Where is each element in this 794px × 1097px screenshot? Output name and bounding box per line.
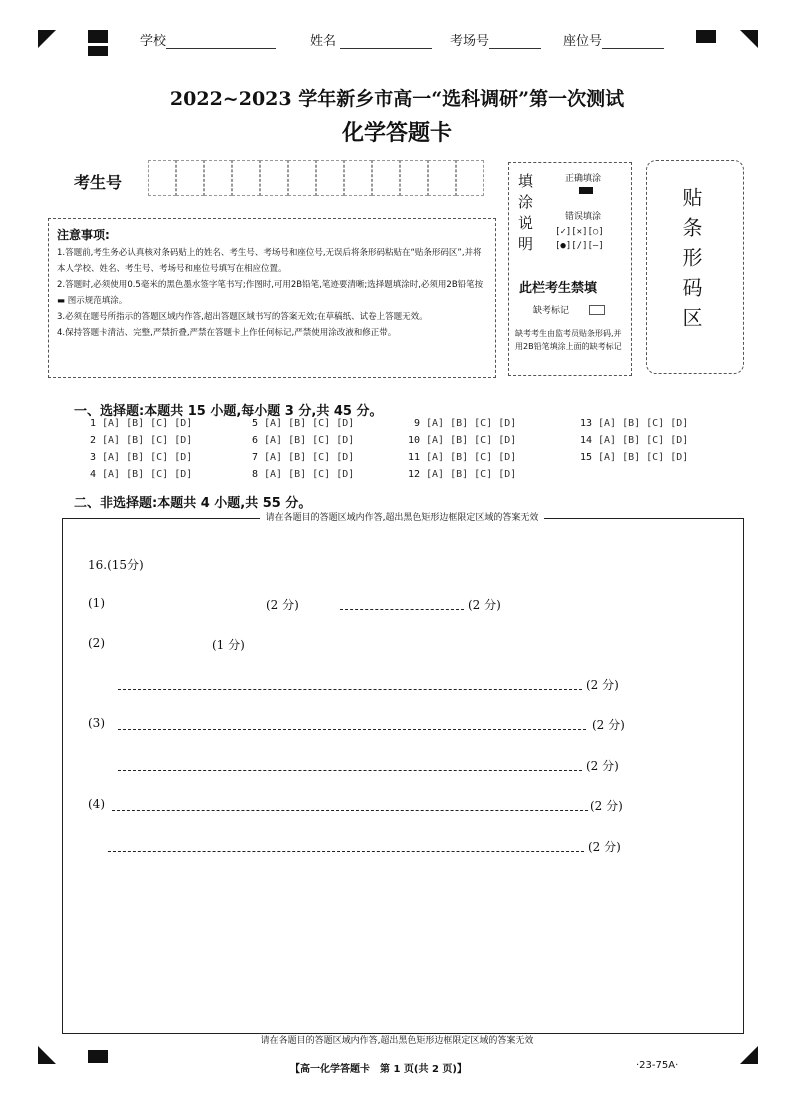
name-label: 姓名 [310,34,337,49]
mcq-option-3-C[interactable]: [C] [150,452,169,463]
mcq-option-10-A[interactable]: [A] [426,435,445,446]
mcq-option-8-A[interactable]: [A] [264,469,283,480]
wrong-fill-samples: [✓][✕][○] [●][/][—] [555,227,604,251]
mcq-option-1-B[interactable]: [B] [126,418,145,429]
form-code: ·23-75A· [636,1060,679,1071]
mcq-option-14-D[interactable]: [D] [670,435,689,446]
mcq-question-13 [576,418,694,429]
name-field[interactable] [310,30,432,49]
frame-note: 请在各题目的答题区域内作答,超出黑色矩形边框限定区域的答案无效 [62,510,742,523]
mcq-option-7-D[interactable]: [D] [336,452,355,463]
mcq-question-number: 10 [407,435,420,446]
corner-mark-bottom-right [740,1046,758,1064]
mcq-option-9-C[interactable]: [C] [474,418,493,429]
mcq-question-12 [404,469,522,480]
mcq-question-15 [576,452,694,463]
mcq-option-5-A[interactable]: [A] [264,418,283,429]
mcq-question-number: 5 [251,418,258,429]
q16-part4-label: (4) [88,797,105,811]
mcq-option-4-C[interactable]: [C] [150,469,169,480]
mcq-option-14-C[interactable]: [C] [646,435,665,446]
fill-instructions-box [508,162,632,376]
q16-title: 16.(15分) [88,558,144,572]
mcq-option-1-A[interactable]: [A] [102,418,121,429]
room-field[interactable] [450,30,541,49]
notice-title: 注意事项: [57,228,110,242]
mcq-option-4-A[interactable]: [A] [102,469,121,480]
mcq-question-7 [242,452,360,463]
mcq-option-1-D[interactable]: [D] [174,418,193,429]
mcq-option-6-B[interactable]: [B] [288,435,307,446]
mcq-question-number: 13 [579,418,592,429]
footer-note: 请在各题目的答题区域内作答,超出黑色矩形边框限定区域的答案无效 [260,1036,534,1046]
mcq-option-12-B[interactable]: [B] [450,469,469,480]
notice-item: 2.答题时,必须使用0.5毫米的黑色墨水签字笔书写;作图时,可用2B铅笔,笔迹要清晰;选择题填涂时,必须用2B铅笔按 ▬ 图示规范填涂。 [57,280,484,306]
q16-part3-blank-a[interactable] [118,716,586,730]
mcq-question-3 [80,452,198,463]
mcq-option-10-C[interactable]: [C] [474,435,493,446]
mcq-option-11-D[interactable]: [D] [498,452,517,463]
q16-part2-score-a: (1 分) [212,638,245,652]
alignment-block [88,1050,108,1063]
mcq-option-2-B[interactable]: [B] [126,435,145,446]
alignment-block [88,46,108,56]
q16-part1-label: (1) [88,596,105,610]
mcq-question-number: 14 [579,435,592,446]
mcq-option-13-A[interactable]: [A] [598,418,617,429]
mcq-question-2 [80,435,198,446]
mcq-option-12-C[interactable]: [C] [474,469,493,480]
mcq-option-3-A[interactable]: [A] [102,452,121,463]
absent-mark-box[interactable] [589,305,605,315]
seat-label: 座位号 [563,34,603,49]
barcode-label: 贴条形码区 [679,187,703,337]
mcq-option-13-C[interactable]: [C] [646,418,665,429]
corner-mark-bottom-left [38,1046,56,1064]
mcq-question-14 [576,435,694,446]
mcq-question-number: 8 [251,469,258,480]
mcq-question-number: 12 [407,469,420,480]
q16-part4-score-a: (2 分) [590,799,623,813]
school-field[interactable] [140,30,276,49]
q16-part3-blank-b[interactable] [118,757,582,771]
mcq-section-title: 一、选择题:本题共 15 小题,每小题 3 分,共 45 分。 [74,404,383,419]
mcq-option-13-D[interactable]: [D] [670,418,689,429]
absent-note: 缺考考生由监考员贴条形码,并用2B铅笔填涂上面的缺考标记 [515,329,622,351]
mcq-option-12-D[interactable]: [D] [498,469,517,480]
alignment-block [696,30,716,43]
mcq-question-10 [404,435,522,446]
mcq-question-number: 4 [89,469,96,480]
q16-part1-blank-b[interactable] [340,596,464,610]
q16-part3-score-b: (2 分) [586,759,619,773]
mcq-option-1-C[interactable]: [C] [150,418,169,429]
mcq-option-4-D[interactable]: [D] [174,469,193,480]
mcq-option-14-A[interactable]: [A] [598,435,617,446]
answer-sheet-title: 化学答题卡 [341,121,452,146]
mcq-question-number: 9 [413,418,420,429]
mcq-question-number: 6 [251,435,258,446]
q16-part3-label: (3) [88,716,105,730]
mcq-option-2-A[interactable]: [A] [102,435,121,446]
mcq-question-number: 11 [407,452,420,463]
mcq-option-3-D[interactable]: [D] [174,452,193,463]
q16-part1-blank-a[interactable] [110,596,260,610]
mcq-option-5-C[interactable]: [C] [312,418,331,429]
mcq-option-2-D[interactable]: [D] [174,435,193,446]
alignment-block [88,30,108,43]
mcq-option-7-A[interactable]: [A] [264,452,283,463]
seat-field[interactable] [563,30,664,49]
q16-part4-score-b: (2 分) [588,840,621,854]
school-label: 学校 [140,34,167,49]
mcq-option-3-B[interactable]: [B] [126,452,145,463]
exam-title: 2022~2023 学年新乡市高一“选科调研”第一次测试 [169,88,625,110]
mcq-option-9-D[interactable]: [D] [498,418,517,429]
room-label: 考场号 [450,34,490,49]
fill-instructions-title: 填涂说明 [516,173,534,257]
mcq-option-7-C[interactable]: [C] [312,452,331,463]
mcq-option-4-B[interactable]: [B] [126,469,145,480]
mcq-question-4 [80,469,198,480]
mcq-option-11-A[interactable]: [A] [426,452,445,463]
mcq-question-number: 1 [89,418,96,429]
mcq-option-6-D[interactable]: [D] [336,435,355,446]
absent-section-title: 此栏考生禁填 [519,281,598,296]
mcq-question-1 [80,418,198,429]
mcq-option-10-B[interactable]: [B] [450,435,469,446]
q16-part1-score-b: (2 分) [468,598,501,612]
q16-part4-blank-a[interactable] [112,797,588,811]
mcq-option-2-C[interactable]: [C] [150,435,169,446]
mcq-question-9 [404,418,522,429]
mcq-option-8-C[interactable]: [C] [312,469,331,480]
mcq-option-15-B[interactable]: [B] [622,452,641,463]
mcq-option-6-A[interactable]: [A] [264,435,283,446]
mcq-question-5 [242,418,360,429]
mcq-option-15-D[interactable]: [D] [670,452,689,463]
mcq-option-5-B[interactable]: [B] [288,418,307,429]
mcq-question-6 [242,435,360,446]
mcq-question-8 [242,469,360,480]
corner-mark-top-left [38,30,56,48]
q16-part2-score-b: (2 分) [586,678,619,692]
notice-box [48,218,496,378]
mcq-option-15-A[interactable]: [A] [598,452,617,463]
mcq-option-12-A[interactable]: [A] [426,469,445,480]
mcq-option-14-B[interactable]: [B] [622,435,641,446]
correct-fill-label: 正确填涂 [565,174,602,184]
mcq-option-10-D[interactable]: [D] [498,435,517,446]
mcq-option-8-D[interactable]: [D] [336,469,355,480]
q16-part1-score-a: (2 分) [266,598,299,612]
q16-part3-score-a: (2 分) [592,718,625,732]
mcq-option-8-B[interactable]: [B] [288,469,307,480]
mcq-question-number: 7 [251,452,258,463]
wrong-fill-label: 错误填涂 [565,212,602,222]
mcq-question-number: 15 [579,452,592,463]
mcq-option-13-B[interactable]: [B] [622,418,641,429]
mcq-option-11-B[interactable]: [B] [450,452,469,463]
mcq-option-7-B[interactable]: [B] [288,452,307,463]
mcq-option-11-C[interactable]: [C] [474,452,493,463]
absent-mark-label: 缺考标记 [533,306,570,316]
barcode-area [646,160,744,374]
student-id-label: 考生号 [74,173,123,192]
q16-part4-blank-b[interactable] [108,838,584,852]
mcq-option-9-A[interactable]: [A] [426,418,445,429]
correct-fill-sample [579,187,593,194]
q16-part2-blank-b[interactable] [118,676,582,690]
corner-mark-top-right [740,30,758,48]
mcq-question-11 [404,452,522,463]
mcq-option-15-C[interactable]: [C] [646,452,665,463]
mcq-option-5-D[interactable]: [D] [336,418,355,429]
mcq-option-9-B[interactable]: [B] [450,418,469,429]
q16-part2-label: (2) [88,636,105,650]
mcq-question-number: 3 [89,452,96,463]
notice-item: 1.答题前,考生务必认真核对条码贴上的姓名、考生号、考场号和座位号,无误后将条形码粘贴在“贴条形码区”,并将本人学校、姓名、考生号、考场号和座位号填写在相应位置。 [57,248,482,274]
open-section-title: 二、非选择题:本题共 4 小题,共 55 分。 [74,496,312,511]
mcq-question-number: 2 [89,435,96,446]
notice-item: 3.必须在题号所指示的答题区域内作答,超出答题区域书写的答案无效;在草稿纸、试卷上答题无效。 [57,312,428,322]
page-indicator: 【高一化学答题卡 第 1 页(共 2 页)】 [290,1064,467,1075]
mcq-option-6-C[interactable]: [C] [312,435,331,446]
notice-item: 4.保持答题卡清洁、完整,严禁折叠,严禁在答题卡上作任何标记,严禁使用涂改液和修正带。 [57,328,397,338]
